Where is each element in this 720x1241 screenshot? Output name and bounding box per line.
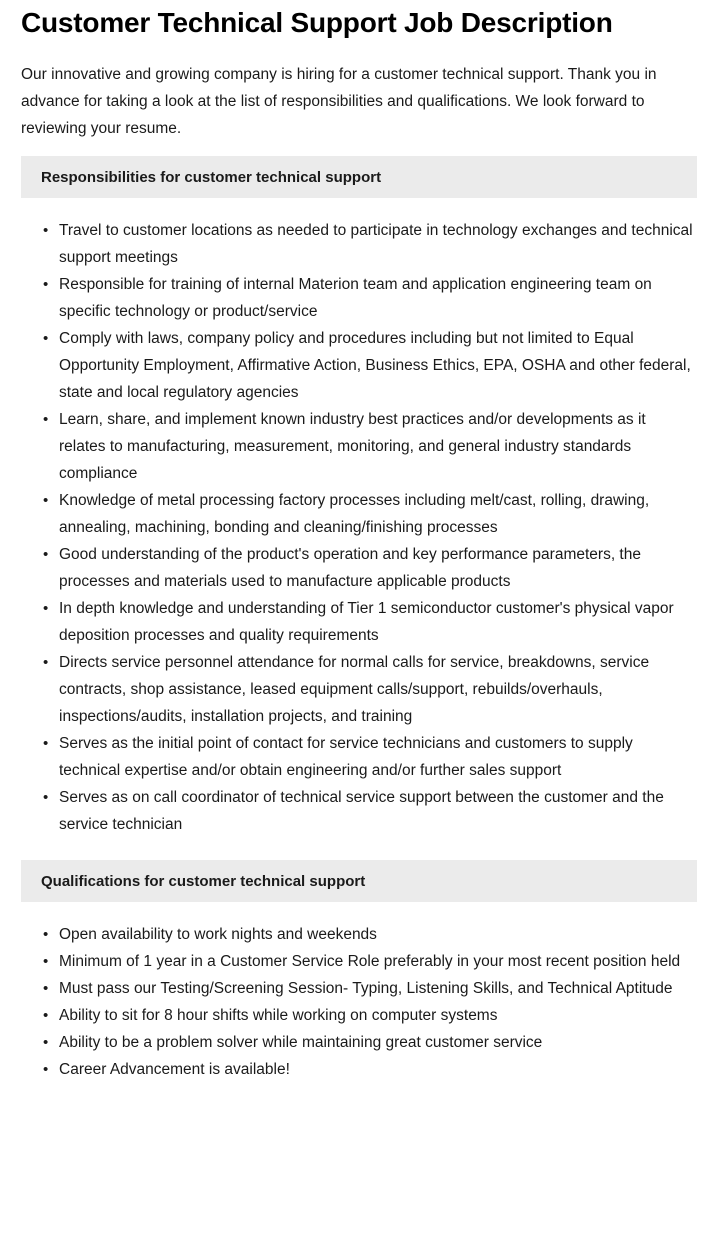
list-item: • Minimum of 1 year in a Customer Service Role preferably in your most recent position held [0,948,696,975]
responsibilities-heading-label: Responsibilities for customer technical support [41,168,382,186]
intro-paragraph: Our innovative and growing company is hiring for a customer technical support. Thank you in advance for taking a look at the list of responsibilities and qualifications. We look forward to reviewing your resume. [21,66,657,137]
list-item: • Learn, share, and implement known industry best practices and/or developments as it relates to manufacturing, measurement, monitoring, and general industry standards compliance [0,406,696,487]
list-item: • Travel to customer locations as needed to participate in technology exchanges and technical support meetings [0,217,696,271]
list-item: • Directs service personnel attendance for normal calls for service, breakdowns, service contracts, shop assistance, leased equipment calls/support, rebuilds/overhauls, inspections/audits, installation projects, and training [0,649,696,730]
list-item: • Good understanding of the product's operation and key performance parameters, the processes and materials used to manufacture applicable products [0,541,696,595]
list-item: • Career Advancement is available! [0,1056,696,1083]
qualifications-heading-label: Qualifications for customer technical support [41,872,366,890]
list-item: • Serves as on call coordinator of technical service support between the customer and the service technician [0,784,696,838]
list-item: • Must pass our Testing/Screening Session- Typing, Listening Skills, and Technical Aptitude [0,975,696,1002]
responsibilities-section-header [21,156,697,198]
list-item: • Ability to sit for 8 hour shifts while working on computer systems [0,1002,696,1029]
qualifications-list [0,902,720,1083]
list-item: • Open availability to work nights and weekends [0,921,696,948]
page-title: Customer Technical Support Job Description [21,7,613,38]
list-item: • Serves as the initial point of contact for service technicians and customers to supply technical expertise and/or obtain engineering and/or further sales support [0,730,696,784]
list-item: • Comply with laws, company policy and procedures including but not limited to Equal Opportunity Employment, Affirmative Action, Business Ethics, EPA, OSHA and other federal, state and local regulatory agencies [0,325,696,406]
list-item: • In depth knowledge and understanding of Tier 1 semiconductor customer's physical vapor deposition processes and quality requirements [0,595,696,649]
qualifications-section [0,860,720,1097]
list-item: • Responsible for training of internal Materion team and application engineering team on specific technology or product/service [0,271,696,325]
responsibilities-section [0,156,720,846]
list-item: • Knowledge of metal processing factory processes including melt/cast, rolling, drawing, annealing, machining, bonding and cleaning/finishing processes [0,487,696,541]
responsibilities-list [0,198,720,838]
section-spacer [0,838,720,846]
list-item: • Ability to be a problem solver while maintaining great customer service [0,1029,696,1056]
page-bottom-spacer [0,1083,720,1097]
qualifications-section-header [21,860,697,902]
